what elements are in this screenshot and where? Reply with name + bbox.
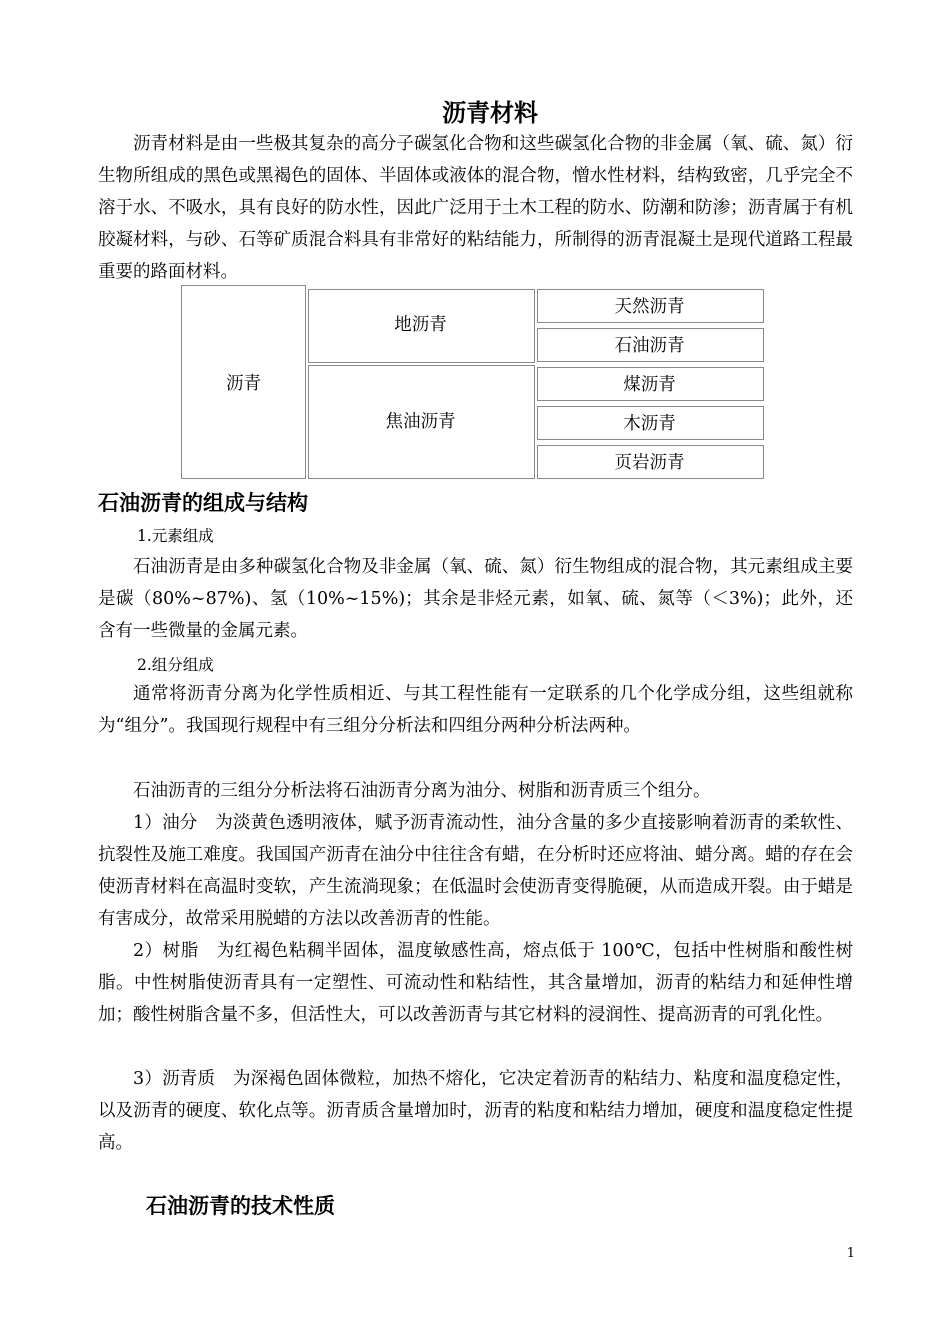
table-item-label: 天然沥青 [614,297,685,317]
page-title: 沥青材料 [442,98,538,127]
subheading: 2.组分组成 [137,656,214,674]
paragraph: 1）油分 为淡黄色透明液体，赋予沥青流动性，油分含量的多少直接影响着沥青的柔软性、抗裂性及施工难度。我国国产沥青在油分中往往含有蜡，在分析时还应将油、蜡分离。蜡的存在会使沥青材料在高温时变软，产生流淌现象；在低温时会使沥青变得脆硬，从而造成开裂。由于蜡是有害成分，故常采用脱蜡的方法以改善沥青的性能。 [98,813,853,929]
table-item-label: 石油沥青 [614,336,685,356]
table-item-label: 煤沥青 [623,375,676,395]
paragraph: 石油沥青是由多种碳氢化合物及非金属（氧、硫、氮）衍生物组成的混合物，其元素组成主要是碳（80%~87%)、氢（10%~15%)；其余是非烃元素，如氧、硫、氮等（＜3%)；此外，还含有一些微量的金属元素。 [98,557,853,641]
paragraph: 2）树脂 为红褐色粘稠半固体，温度敏感性高，熔点低于 100℃，包括中性树脂和酸性树脂。中性树脂使沥青具有一定塑性、可流动性和粘结性，其含量增加，沥青的粘结力和延伸性增加；酸性树脂含量不多，但活性大，可以改善沥青与其它材料的浸润性、提高沥青的可乳化性。 [98,941,853,1025]
table-group-label: 焦油沥青 [385,412,456,432]
classification-table [181,285,766,479]
table-item-label: 页岩沥青 [614,453,685,473]
page-number: 1 [846,1246,855,1261]
intro-paragraph: 沥青材料是由一些极其复杂的高分子碳氢化合物和这些碳氢化合物的非金属（氧、硫、氮）衍生物所组成的黑色或黑褐色的固体、半固体或液体的混合物，憎水性材料，结构致密，几乎完全不溶于水、不吸水，具有良好的防水性，因此广泛用于土木工程的防水、防潮和防渗；沥青属于有机胶凝材料，与砂、石等矿质混合料具有非常好的粘结能力，所制得的沥青混凝土是现代道路工程最重要的路面材料。 [98,134,853,282]
subheading: 1.元素组成 [137,527,214,545]
section-heading: 石油沥青的组成与结构 [98,491,308,515]
paragraph: 石油沥青的三组分分析法将石油沥青分离为油分、树脂和沥青质三个组分。 [133,781,711,801]
table-group-label: 地沥青 [394,315,447,335]
paragraph: 3）沥青质 为深褐色固体微粒，加热不熔化，它决定着沥青的粘结力、粘度和温度稳定性，以及沥青的硬度、软化点等。沥青质含量增加时，沥青的粘度和粘结力增加，硬度和温度稳定性提高。 [98,1069,853,1153]
table-root-label: 沥青 [226,374,261,394]
paragraph: 通常将沥青分离为化学性质相近、与其工程性能有一定联系的几个化学成分组，这些组就称为“组分”。我国现行规程中有三组分分析法和四组分两种分析法两种。 [98,684,853,736]
section-heading: 石油沥青的技术性质 [146,1194,335,1218]
table-item-label: 木沥青 [623,414,676,434]
